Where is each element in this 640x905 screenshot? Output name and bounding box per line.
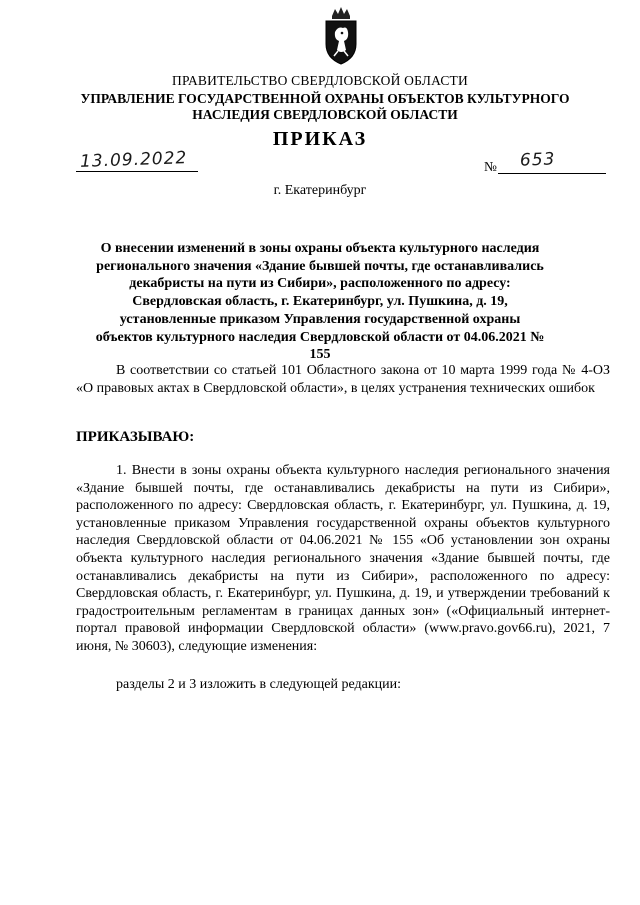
order-number: 653 <box>519 149 556 171</box>
city: г. Екатеринбург <box>273 183 367 198</box>
item-1-paragraph: 1. Внести в зоны охраны объекта культурного наследия регионального значения «Здание бывшей почты, где останавливались декабристы на пути из Сибири», расположенного по адресу: Свердловская область, г. Екатеринбург, ул. Пушкина, д. 19, установленные приказом Управления государственной охраны объектов культурного наследия Свердловской области от 04.06.2021 № 155 «Об установлении зон охраны объекта культурного наследия регионального значения «Здание бывшей почты, где останавливались декабристы на пути из Сибири», расположенного по адресу: Свердловская область, г. Екатеринбург, ул. Пушкина, д. 19, и утверждении требований к градостроительным регламентам в границах данных зон» («Официальный интернет-портал правовой информации Свердловской области» (www.pravo.gov66.ru), 2021, 7 июня, № 30603), следующие изменения: <box>76 463 610 654</box>
document-type-title: ПРИКАЗ <box>272 128 368 150</box>
date-underline <box>76 171 198 172</box>
number-sign: № <box>484 159 497 174</box>
order-date: 13.09.2022 <box>79 148 188 172</box>
order-word: ПРИКАЗЫВАЮ: <box>76 429 195 445</box>
number-underline <box>498 173 606 174</box>
department-name: УПРАВЛЕНИЕ ГОСУДАРСТВЕННОЙ ОХРАНЫ ОБЪЕКТОВ КУЛЬТУРНОГО НАСЛЕДИЯ СВЕРДЛОВСКОЙ ОБЛАСТИ <box>80 91 570 122</box>
item-1-continuation: разделы 2 и 3 изложить в следующей редакции: <box>116 677 401 692</box>
preamble-paragraph: В соответствии со статьей 101 Областного закона от 10 марта 1999 года № 4-ОЗ «О правовых актах в Свердловской области», в целях устранения технических ошибок <box>76 363 610 396</box>
coat-of-arms-icon <box>322 6 360 66</box>
government-name: ПРАВИТЕЛЬСТВО СВЕРДЛОВСКОЙ ОБЛАСТИ <box>172 73 468 88</box>
document-subject: О внесении изменений в зоны охраны объекта культурного наследия регионального значения «Здание бывшей почты, где останавливались декабристы на пути из Сибири», расположенного по адресу: Свердловская область, г. Екатеринбург, ул. Пушкина, д. 19, установленные приказом Управления государственной охраны объектов культурного наследия Свердловской области от 04.06.2021 № 155 <box>95 241 545 363</box>
